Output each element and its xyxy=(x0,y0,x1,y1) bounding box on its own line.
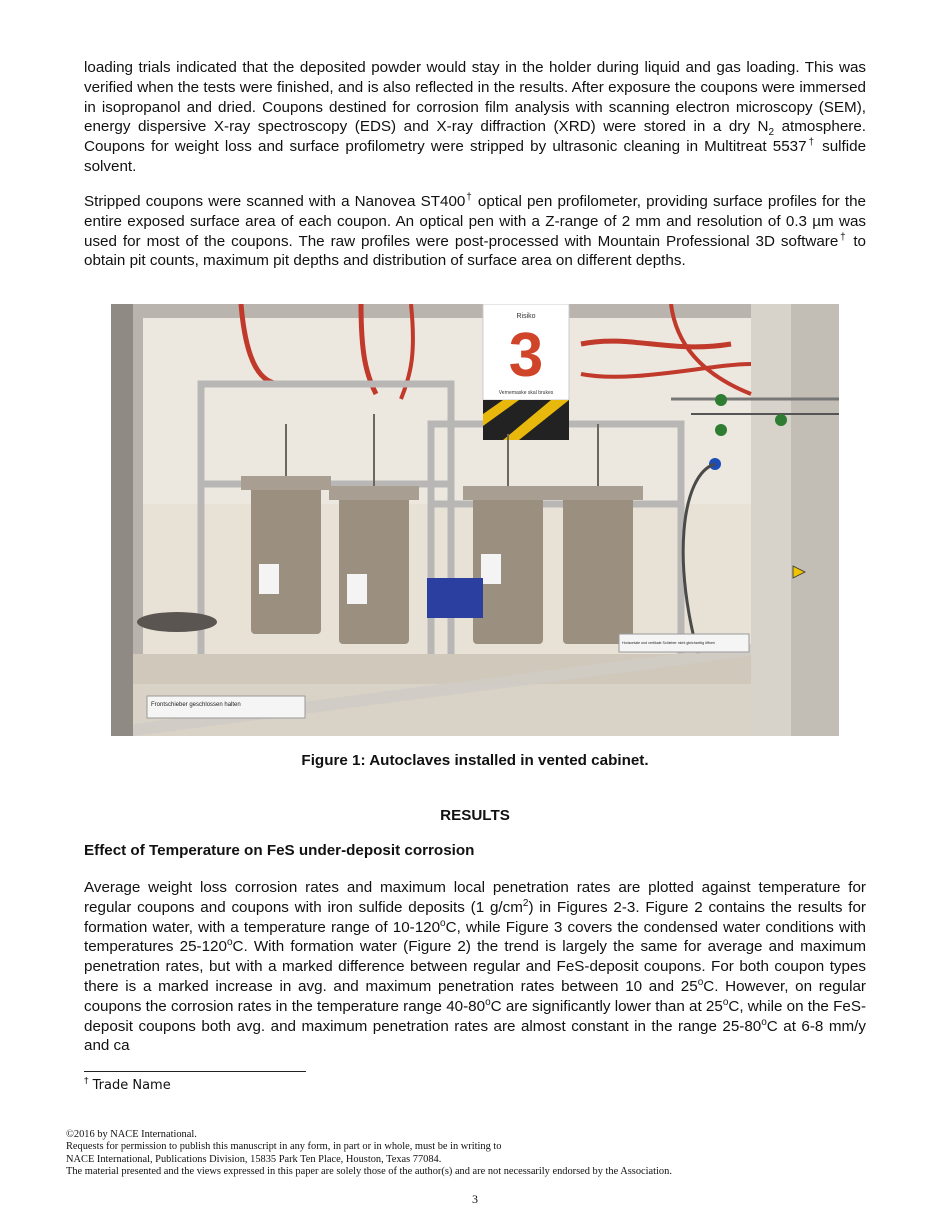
svg-text:Horizontale und vertikale Schi: Horizontale und vertikale Schieber nicht gleichzeitig öffnen xyxy=(622,641,716,645)
footer-line: NACE International, Publications Division, 15835 Park Ten Place, Houston, Texas 77084. xyxy=(66,1153,442,1165)
section-heading-results: RESULTS xyxy=(440,807,510,824)
figure-autoclaves-photo xyxy=(111,304,839,736)
footer-line: ©2016 by NACE International. xyxy=(66,1129,197,1140)
subsection-heading: Effect of Temperature on FeS under-deposit corrosion xyxy=(84,842,475,859)
body-paragraph-results: Average weight loss corrosion rates and maximum local penetration rates are plotted against temperature for regular coupons and coupons with iron sulfide deposits (1 $g/cm^2$) in Figures 2-3. Figure 2 contains the results for formation water, with a temperature range of 10-120$^o$C, while Figure 3 covers the condensed water conditions with temperatures 25-120$^o$C. With formation water (Figure 2) the trend is largely the same for average and maximum penetration rates, but with a marked difference between regular and FeS-deposit coupons. For both coupon types there is a marked increase in avg. and maximum penetration rates between 10 and 25$^o$C. However, on regular coupons the corrosion rates in the temperature range 40-80$^o$C are significantly lower than at 25$^o$C, while on the FeS-deposit coupons both avg. and maximum penetration rates are almost constant in the range 25-80$^o$C at 6-8 mm/y and ca xyxy=(84,879,867,1055)
footer-line: Requests for permission to publish this manuscript in any form, in part or in whole, must be in writing to xyxy=(66,1141,502,1153)
figure-caption: Figure 1: Autoclaves installed in vented cabinet. xyxy=(301,752,649,769)
svg-text:Frontschieber geschlossen halt: Frontschieber geschlossen halten xyxy=(151,702,241,708)
footnote-text: Trade Name xyxy=(92,1078,171,1093)
autoclave-cabinet-illustration xyxy=(111,304,839,736)
body-paragraph-method-storage: loading trials indicated that the deposited powder would stay in the holder during liquid and gas loading. This was verified when the tests were finished, and is also reflected in the results. After exposure the coupons were immersed in isopropanol and dried. Coupons destined for corrosion film analysis with scanning electron microscopy (SEM), energy dispersive X-ray spectroscopy (EDS) and X-ray diffraction (XRD) were stored in a dry $N_2$ atmosphere. Coupons for weight loss and surface profilometry were stripped by ultrasonic cleaning in Multitreat 5537† sulfide solvent. xyxy=(84,59,867,175)
sign-small-text: Risiko xyxy=(516,313,536,320)
footnote xyxy=(84,1078,171,1093)
cabinet-left-edge xyxy=(111,304,133,736)
footnote-mark: † xyxy=(84,1076,89,1087)
green-valve xyxy=(715,394,727,406)
copyright-footer xyxy=(66,1129,886,1179)
footer-line: The material presented and the views expressed in this paper are solely those of the author(s) and are not necessarily endorsed by the Association. xyxy=(66,1166,672,1178)
page-number: 3 xyxy=(472,1192,478,1206)
footnote-divider xyxy=(84,1071,306,1072)
body-paragraph-profilometry: Stripped coupons were scanned with a Nanovea ST400† optical pen profilometer, providing surface profiles for the entire exposed surface area of each coupon. An optical pen with a Z-range of 2 mm and resolution of 0.3 µm was used for most of the coupons. The raw profiles were post-processed with Mountain Professional 3D software† to obtain pit counts, maximum pit depths and distribution of surface area on different depths. xyxy=(84,191,866,270)
sign-caption: Vernemaske skal brukes xyxy=(498,390,554,396)
risk-sign xyxy=(483,304,569,440)
sign-number: 3 xyxy=(508,321,544,390)
blue-container xyxy=(427,578,483,618)
